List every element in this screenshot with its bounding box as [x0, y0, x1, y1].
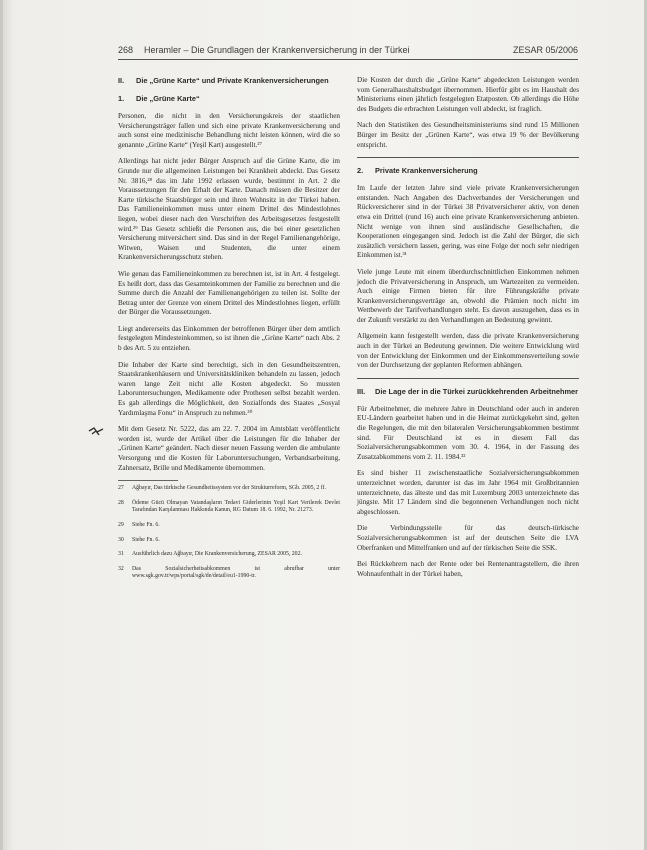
heading-number: III. — [357, 386, 366, 396]
footnote-number: 31 — [118, 551, 124, 558]
paragraph: Viele junge Leute mit einem überdurchschnittlichen Einkommen nehmen jedoch die Privatversicherung in Anspruch, um Wartezeiten zu vermeiden. Auch einige Firmen bieten für ihre Führungskräfte private Krankenversicherungsverträge an, obwohl die Prämien noch nicht im Wettbewerb der Tarifverhandlungen steht. Es davon auszugehen, dass es in der Zukunft verstärkt zu den Verhandlungen an Bedeutung gewinnt. — [357, 267, 579, 324]
footnote — [118, 551, 340, 559]
scan-edge-left — [0, 0, 3, 850]
right-column — [357, 76, 579, 586]
footnote-text: Ausführlich dazu Ağbayır, Die Krankenversicherung, ZESAR 2005, 202. — [132, 551, 302, 558]
heading-text: Private Krankenversicherung — [375, 166, 478, 176]
footnote-text: Ödeme Gücü Olmayan Vatandaşların Tedavi Giderlerinin Yeşil Kart Verilerek Devlet Tarafından Karşılanması Hakkında Kanun, RG Datum 18. 6. 1992, Nr. 21273. — [132, 499, 340, 514]
footnote-number: 30 — [118, 536, 124, 543]
journal-issue: ZESAR 05/2006 — [512, 45, 578, 55]
pen-mark-icon — [88, 425, 104, 439]
paragraph: Bei Rückkehrern nach der Rente oder bei Rentenantragstellern, die ihren Wohnaufenthalt in der Türkei haben, — [357, 560, 579, 578]
footnote-number: 29 — [118, 521, 124, 528]
left-column — [118, 76, 340, 588]
heading-number: 2. — [357, 166, 364, 176]
paragraph: Für Arbeitnehmer, die mehrere Jahre in Deutschland oder auch in anderen EU-Ländern gearbeitet haben und in die Heimat zurückgekehrt sind, gelten die Regelungen, die mit den bilateralen Versicherungsabkommen bestimmt sind. Für Deutschland ist es in diesem Fall das Sozialversicherungsabkommen vom 30. 4. 1964, in der Fassung des Zusatzabkommens vom 2. 11. 1984.³² — [357, 404, 579, 461]
paragraph: Die Kosten der durch die „Grüne Karte“ abgedeckten Leistungen werden vom Generalhaushaltsbudget übernommen. Hierfür gibt es im Haushalt des Ministeriums einen jährlich festgelegten Etatposten. Ob allerdings die Höhe des Budgets die erbrachten Leistungen voll abdeckt, ist fraglich. — [357, 76, 579, 113]
heading-number: 1. — [118, 94, 125, 103]
footnote — [118, 522, 340, 530]
footnote-text: Das Sozialsicherheitsabkommen ist abrufbar unter www.sgk.gov.tr/wps/portal/sgk/de/detail/eu1-1990-tr. — [132, 565, 340, 580]
paragraph: Die Inhaber der Karte sind berechtigt, sich in den Gesundheitszentren, Staatskrankenhäusern und Universitätskliniken behandeln zu lassen, jedoch waren lange Zeit nicht alle Kosten abgedeckt. So mussten Laboruntersuchungen, Medikamente oder Prothesen selbst bezahlt werden. Es gab allerdings die Möglichkeit, den Sozialfonds des Staates „Sosyal Yardımlaşma Fonu“ in Anspruch zu nehmen.³⁰ — [118, 360, 340, 417]
paragraph: Allgemein kann festgestellt werden, dass die private Krankenversicherung auch in der Türkei an Bedeutung gewinnen. Die weitere Entwicklung wird von der Entwicklung der Einkommen und der Einkommensverteilung sowie von der Durchsetzung der geplanten Reformen abhängen. — [357, 332, 579, 370]
heading-text: Die „Grüne Karte“ — [136, 94, 200, 103]
paragraph: Die Verbindungsstelle für das deutsch-türkische Sozialversicherungsabkommen ist auf der deutschen Seite die LVA Oberfranken und Mittelfranken und auf der türkischen Seite die SSK. — [357, 524, 579, 552]
section-heading-ii — [118, 76, 340, 86]
footnote — [118, 500, 340, 515]
footnote-number: 32 — [118, 565, 124, 572]
footnote — [118, 566, 340, 581]
running-header — [118, 45, 578, 59]
section-rule — [357, 157, 579, 158]
footnote-text: Siehe Fn. 6. — [132, 521, 160, 528]
footnotes — [118, 485, 340, 581]
paragraph: Es sind bisher 11 zwischenstaatliche Sozialversicherungsabkommen unterzeichnet worden, darunter ist das im Jahr 1964 mit Großbritannien unterzeichnete, das älteste und das mit Luxemburg 2003 unterzeichnete das jüngste. Mit 17 Ländern sind die begonnenen Verhandlungen noch nicht abgeschlossen. — [357, 469, 579, 516]
heading-number: II. — [118, 76, 125, 85]
footnote — [118, 485, 340, 493]
footnote-rule — [118, 480, 178, 481]
heading-text: Die „Grüne Karte“ und Private Krankenversicherungen — [136, 76, 329, 85]
subsection-heading-2 — [357, 166, 579, 176]
footnote-number: 27 — [118, 485, 124, 492]
subsection-heading-1 — [118, 94, 340, 104]
header-rule — [118, 59, 578, 60]
section-rule — [357, 378, 579, 379]
paragraph: Allerdings hat nicht jeder Bürger Anspruch auf die Grüne Karte, die im Grunde nur die allgemeinen Leistungen bei Krankheit abdeckt. Das Gesetz Nr. 3816,²⁸ das im Jahr 1992 erlassen wurde, bestimmt in Art. 2 die Voraussetzungen für den Erhalt der Karte. Danach müssen die Besitzer der Karte türkische Staatsbürger sein und ihren Wohnsitz in der Türkei haben. Das Familieneinkommen muss unter einem Drittel des Mindestlohnes liegen, wobei dieser nach den Vorschriften des Arbeitsgesetzes festgestellt wird.²⁹ Das Gesetz schließt die Personen aus, die bei einer gesetzlichen Versicherung mitversichert sind. Das sind in der Regel Familienangehörige, Witwen, Waisen und Studenten, die unter einem Krankenversicherungsschutz stehen. — [118, 157, 340, 262]
page-number: 268 — [118, 45, 134, 55]
paragraph: Personen, die nicht in den Versicherungskreis der staatlichen Versicherungsträger fallen und sich eine private Krankenversicherung und auch sonst eine medizinische Behandlung nicht leisten können, wird die so genannte „Grüne Karte“ (Yeşil Kart) ausgestellt.²⁷ — [118, 112, 340, 149]
heading-text: Die Lage der in die Türkei zurückkehrenden Arbeitnehmer — [375, 386, 579, 396]
paragraph: Nach den Statistiken des Gesundheitsministeriums sind rund 15 Millionen Bürger im Besitz der „Grünen Karte“, was etwa 19 % der Bevölkerung entspricht. — [357, 121, 579, 149]
running-title: Heramler – Die Grundlagen der Krankenversicherung in der Türkei — [144, 45, 410, 55]
paragraph: Wie genau das Familieneinkommen zu berechnen ist, ist in Art. 4 festgelegt. Es heißt dort, dass das Gesamteinkommen der Familie zu berechnen und die Summe durch die Anzahl der Familienangehörigen zu teilen ist. Sollte der Betrag unter der Grenze von einem Drittel des Mindestlohnes liegen, erfüllt der Bürger die Voraussetzungen. — [118, 269, 340, 317]
paragraph: Im Laufe der letzten Jahre sind viele private Krankenversicherungen entstanden. Nach Angaben des Dachverbandes der Versicherungen und Rückversicherer sind in der Türkei 38 Privatversicherer aktiv, von denen etwa ein Drittel (rund 16) auch eine private Krankenversicherung anbieten. Nicht wenige von ihnen sind ausländische Gesellschaften, die Kooperationen eingegangen sind. Jedoch ist die Zahl der Bürger, die sich zusätzlich versichern lassen, gering, was eine Folge der noch sehr niedrigen Einkommen ist.³¹ — [357, 184, 579, 260]
footnote-number: 28 — [118, 499, 124, 506]
footnote — [118, 537, 340, 545]
footnote-text: Siehe Fn. 6. — [132, 536, 160, 543]
paragraph: Liegt andererseits das Einkommen der betroffenen Bürger über dem amtlich festgelegten Mindesteinkommen, so ist ihnen die „Grüne Karte“ nach Abs. 2 b des Art. 5 zu entziehen. — [118, 324, 340, 353]
footnote-text: Ağbayır, Das türkische Gesundheitssystem vor der Strukturreform, SGb. 2005, 2 ff. — [132, 485, 326, 492]
section-heading-iii — [357, 387, 579, 397]
paragraph: Mit dem Gesetz Nr. 5222, das am 22. 7. 2004 im Amtsblatt veröffentlicht worden ist, wurde der Artikel über die Leistungen für die Inhaber der „Grünen Karte“ geändert. Nach dieser neuen Fassung werden die ambulante Versorgung und die Kosten für Laboruntersuchungen, Verbandsarbeitung, Zahnersatz, Brille und Medikamente übernommen. — [118, 425, 340, 472]
